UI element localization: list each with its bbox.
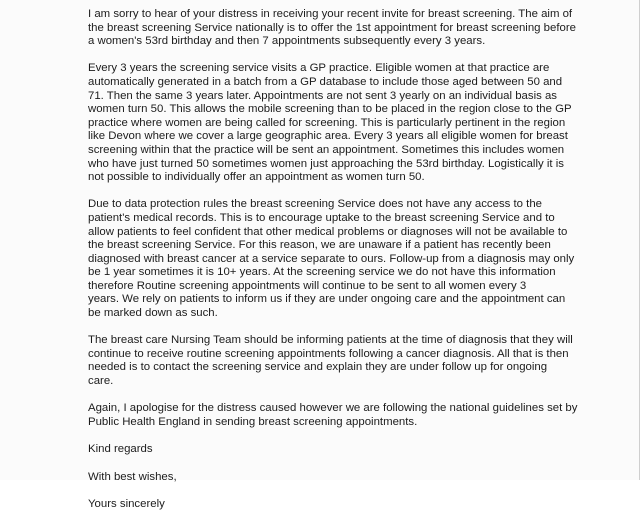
- text-line: a women's 53rd birthday and then 7 appointments subsequently every 3 years.: [88, 35, 486, 48]
- closing-best-wishes: With best wishes,: [88, 470, 177, 483]
- paragraph-data-protection: [88, 198, 614, 320]
- text-line: automatically generated in a batch from a GP database to include those aged between 50 and: [88, 75, 563, 88]
- text-line: like Devon where we cover a large geographic area. Every 3 years all eligible women for breast: [88, 130, 568, 143]
- text-line: I am sorry to hear of your distress in receiving your recent invite for breast screening. The aim of: [88, 8, 573, 20]
- text-line: practice where women are being called for screening. This is particularly pertinent in the region: [88, 116, 566, 129]
- text-line: care.: [88, 375, 114, 388]
- text-line: the breast screening Service. For this reason, we are unaware if a patient has recently been: [88, 239, 551, 252]
- text-line: Public Health England in sending breast screening appointments.: [88, 415, 418, 428]
- text-line: screening within that the practice will be sent an appointment. Sometimes this includes women: [88, 143, 565, 156]
- paragraph-intro: [88, 8, 614, 49]
- text-line: Every 3 years the screening service visits a GP practice. Eligible women at that practice are: [88, 62, 550, 75]
- text-line: Again, I apologise for the distress caused however we are following the national guidelines set by: [88, 402, 578, 415]
- text-line: be 1 year sometimes it is 10+ years. At the screening service we do not have this information: [88, 266, 556, 279]
- text-line: patient's medical records. This is to encourage uptake to the breast screening Service and to: [88, 211, 555, 224]
- paragraph-nursing-team: [88, 334, 614, 388]
- text-line: the breast screening Service nationally is to offer the 1st appointment for breast screening before: [88, 21, 576, 34]
- text-line: not possible to individually offer an appointment as women turn 50.: [88, 171, 425, 184]
- text-line: who have just turned 50 sometimes women just approaching the 53rd birthday. Logistically it is: [88, 157, 564, 170]
- text-line: women turn 50. This allows the mobile screening than to be placed in the region close to the GP: [88, 103, 572, 116]
- paragraph-gp-practice: [88, 62, 614, 184]
- text-line: Due to data protection rules the breast screening Service does not have any access to the: [88, 198, 542, 211]
- text-line: be marked down as such.: [88, 307, 218, 320]
- text-line: diagnosed with breast cancer at a service separate to ours. Follow-up from a diagnosis may only: [88, 252, 575, 265]
- paragraph-apology: [88, 402, 614, 429]
- text-line: allow patients to feel confident that other medical problems or diagnoses will not be available to: [88, 225, 568, 238]
- text-line: continue to receive routine screening appointments following a cancer diagnosis. All that is then: [88, 347, 569, 360]
- text-line: 71. Then the same 3 years later. Appointments are not sent 3 yearly on an individual basis as: [88, 89, 557, 102]
- text-line: needed is to contact the screening service and explain they are under follow up for ongoing: [88, 361, 548, 374]
- closing-kind-regards: Kind regards: [88, 443, 153, 455]
- text-line: therefore Routine screening appointments will continue to be sent to all women every 3: [88, 279, 527, 292]
- letter-body: [88, 8, 614, 526]
- text-line: The breast care Nursing Team should be informing patients at the time of diagnosis that they will: [88, 334, 573, 347]
- closing-yours-sincerely: Yours sincerely: [88, 498, 165, 511]
- text-line: years. We rely on patients to inform us if they are under ongoing care and the appointment can: [88, 293, 566, 306]
